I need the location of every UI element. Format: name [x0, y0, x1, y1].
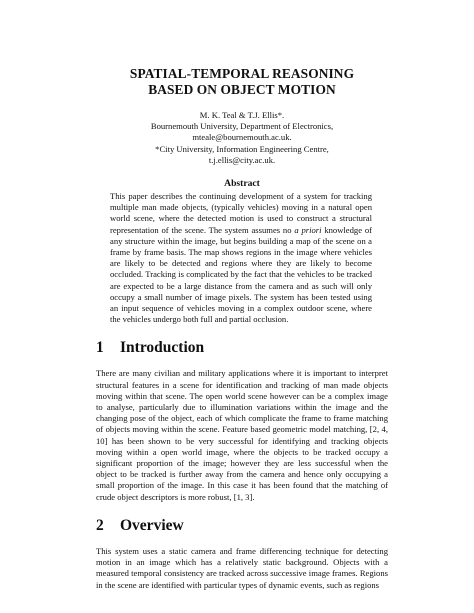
section-heading-introduction — [96, 339, 388, 357]
section-number: 1 — [96, 339, 104, 357]
paper-title — [96, 66, 388, 98]
section-title: Overview — [120, 516, 184, 534]
abstract-text-part-2: knowledge of any structure within the image, but begins building a map of the scene on a frame by frame basis. The map shows regions in the image where vehicles are likely to be detected and regions where they are likely to become occluded. Tracking is complicated by the fact that the vehicles to be tracked are expected to be a large distance from the camera and as such will only occupy a small number of image pixels. The system has been tested using an input sequence of vehicles moving in a complex outdoor scene, where the vehicles undergo both full and partial occlusion. — [110, 224, 372, 325]
author-email-2: t.j.ellis@city.ac.uk. — [208, 154, 276, 165]
author-affiliation-2: *City University, Information Engineering Centre, — [155, 143, 329, 154]
section-title: Introduction — [120, 339, 205, 357]
section-heading-overview — [96, 517, 388, 535]
section-text-overview: This system uses a static camera and frame differencing technique for detecting motion in an image which has a relatively static background. Objects with a measured temporal consistency are tracked across successive image frames. Regions in the scene are identified with particular types of dynamic events, such as regions — [96, 545, 388, 590]
abstract-text — [110, 191, 372, 325]
author-affiliation-1: Bournemouth University, Department of Electronics, — [150, 121, 334, 132]
abstract-italic-phrase: a priori — [294, 224, 322, 235]
title-line-2: BASED ON OBJECT MOTION — [148, 82, 336, 97]
author-names: M. K. Teal & T.J. Ellis*. — [199, 110, 285, 120]
section-number: 2 — [96, 516, 104, 534]
section-text-introduction: There are many civilian and military applications where it is important to interpret structural features in a scene for identification and tracking of man made objects moving within that scene. The open world scene however can be a complex image to analyse, particularly due to illumination variations within the image and the changing pose of the object, each of which complicate the frame to frame matching of objects moving within the scene. Feature based geometric model matching, [2, 4, 10] has been shown to be very successful for identifying and tracking objects moving within a open world image, where the objects to be tracked occupy a significant proportion of the image; however they are less successful when the object to be tracked is further away from the camera and hence only occupying a small proportion of the image. In this case it has been found that the matching of crude object descriptors is more robust, [1, 3]. — [96, 368, 388, 502]
author-block — [96, 110, 388, 166]
abstract-heading: Abstract — [224, 178, 260, 190]
title-line-1: SPATIAL-TEMPORAL REASONING — [129, 66, 355, 81]
author-email-1: mteale@bournemouth.ac.uk. — [192, 132, 292, 143]
abstract-text-part-1: This paper describes the continuing development of a system for tracking multiple man made objects, (typically vehicles) moving in a natural open world scene, where the detected motion is used to construct a structural representation of the scene. The system assumes no — [110, 191, 372, 235]
